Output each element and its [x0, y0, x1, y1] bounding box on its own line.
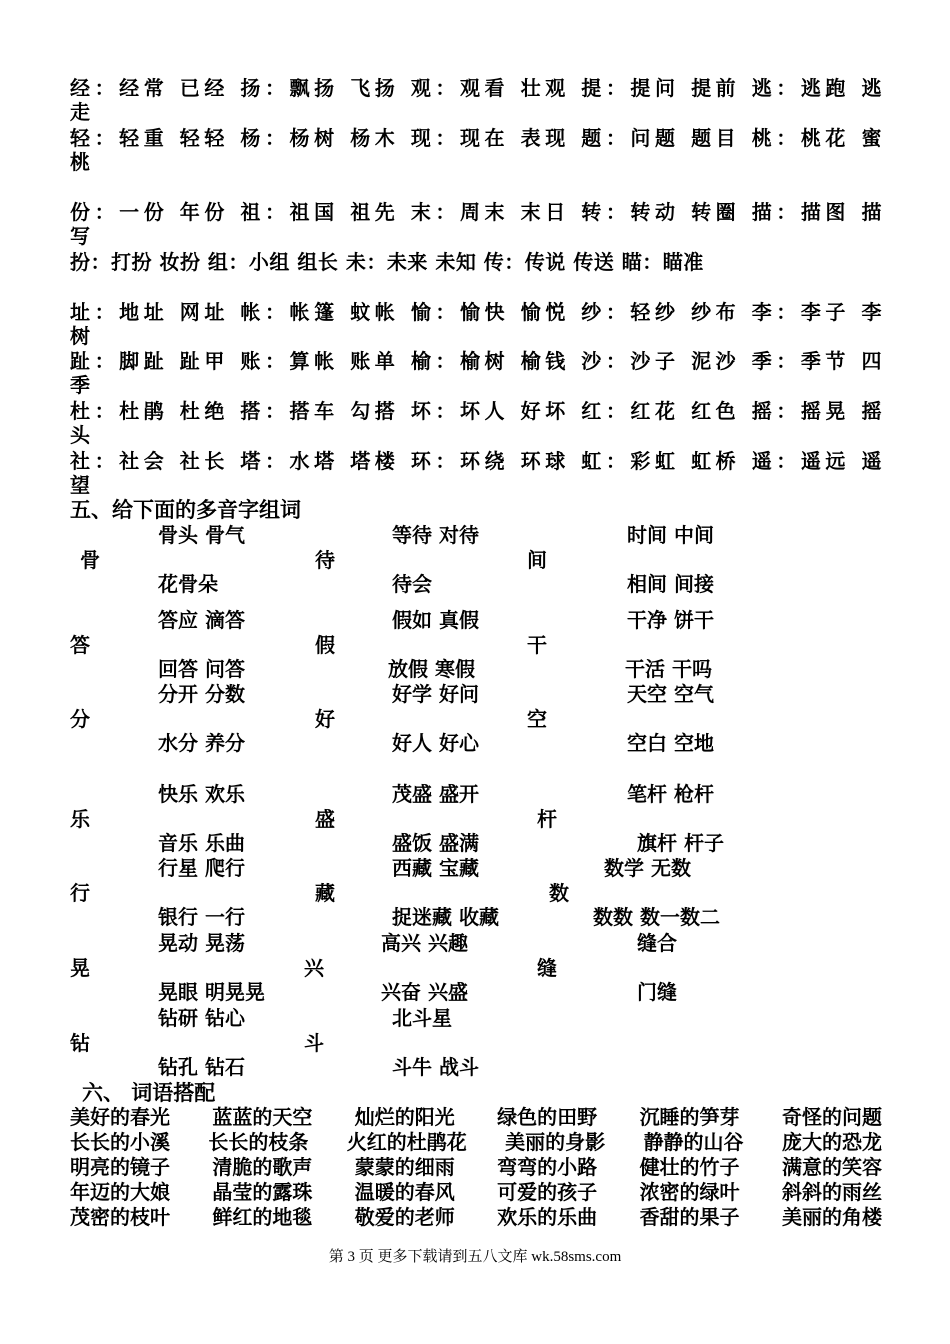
polyphone-char: 行 [70, 881, 90, 905]
collocation-item: 满意的笑容 [781, 1155, 882, 1179]
collocation-item: 庞大的恐龙 [781, 1130, 882, 1154]
polyphone-words-bottom: 空白 空地 [627, 731, 714, 755]
polyphone-words-top: 北斗星 [392, 1006, 452, 1030]
polyphone-words-top: 钻研 钻心 [158, 1006, 245, 1030]
polyphone-words-top: 西藏 宝藏 [392, 856, 479, 880]
collocation-item: 温暖的春风 [354, 1180, 455, 1204]
vocab-row: 杜：杜鹃 杜绝 搭：搭车 勾搭 坏：坏人 好坏 红：红花 红色 摇：摇晃 摇 [70, 399, 882, 423]
polyphone-words-top: 分开 分数 [158, 682, 245, 706]
polyphone-char: 晃 [70, 956, 90, 980]
collocation-row [70, 1205, 882, 1230]
collocation-item: 晶莹的露珠 [212, 1180, 313, 1204]
polyphone-words-top: 缝合 [637, 931, 677, 955]
polyphone-words-bottom: 钻孔 钻石 [158, 1055, 245, 1079]
polyphone-words-bottom: 回答 问答 [158, 657, 245, 681]
polyphone-words-top: 高兴 兴趣 [381, 931, 468, 955]
vocab-row-wrap: 写 [70, 224, 90, 248]
collocation-item: 茂密的枝叶 [70, 1205, 170, 1229]
vocab-row: 份：一份 年份 祖：祖国 祖先 末：周末 末日 转：转动 转圈 描：描图 描 [70, 200, 882, 224]
polyphone-char: 斗 [304, 1031, 324, 1055]
collocation-item: 奇怪的问题 [781, 1105, 882, 1129]
polyphone-words-top: 骨头 骨气 [158, 523, 245, 547]
vocab-row: 址：地址 网址 帐：帐篷 蚊帐 愉：愉快 愉悦 纱：轻纱 纱布 李：李子 李 [70, 300, 882, 324]
polyphone-char: 杆 [537, 807, 557, 831]
vocab-row-wrap: 走 [70, 100, 90, 124]
polyphone-words-top: 答应 滴答 [158, 608, 245, 632]
polyphone-words-bottom: 数数 数一数二 [593, 905, 720, 929]
polyphone-char: 分 [70, 707, 90, 731]
polyphone-char: 假 [315, 633, 335, 657]
section-5-title: 五、给下面的多音字组词 [70, 498, 301, 522]
polyphone-char: 待 [315, 548, 335, 572]
polyphone-words-top: 数学 无数 [604, 856, 691, 880]
polyphone-char: 数 [549, 881, 569, 905]
vocab-row-wrap: 季 [70, 373, 90, 397]
collocation-item: 香甜的果子 [639, 1205, 740, 1229]
polyphone-char: 兴 [304, 956, 324, 980]
polyphone-char: 干 [527, 633, 547, 657]
vocab-row: 趾：脚趾 趾甲 账：算帐 账单 榆：榆树 榆钱 沙：沙子 泥沙 季：季节 四 [70, 349, 882, 373]
polyphone-words-bottom: 水分 养分 [158, 731, 245, 755]
polyphone-words-bottom: 音乐 乐曲 [158, 831, 245, 855]
vocab-row: 轻：轻重 轻轻 杨：杨树 杨木 现：现在 表现 题：问题 题目 桃：桃花 蜜 [70, 126, 882, 150]
polyphone-words-bottom: 盛饭 盛满 [392, 831, 479, 855]
vocab-row-wrap: 望 [70, 473, 90, 497]
polyphone-words-bottom: 放假 寒假 [388, 657, 475, 681]
page-footer: 第 3 页 更多下载请到五八文库 wk.58sms.com [328, 1249, 622, 1265]
section-6-title: 六、 词语搭配 [82, 1081, 216, 1105]
polyphone-char: 盛 [315, 807, 335, 831]
collocation-item: 健壮的竹子 [639, 1155, 740, 1179]
polyphone-words-bottom: 干活 干吗 [625, 657, 712, 681]
collocation-item: 欢乐的乐曲 [497, 1205, 598, 1229]
polyphone-char: 缝 [537, 956, 557, 980]
polyphone-words-top: 等待 对待 [392, 523, 479, 547]
polyphone-char: 藏 [315, 881, 335, 905]
collocation-item: 火红的杜鹃花 [346, 1130, 467, 1154]
polyphone-char: 乐 [70, 807, 90, 831]
polyphone-words-bottom: 捉迷藏 收藏 [392, 905, 499, 929]
polyphone-words-top: 干净 饼干 [627, 608, 714, 632]
polyphone-char: 空 [527, 707, 547, 731]
polyphone-char: 骨 [80, 548, 100, 572]
collocation-row [70, 1105, 882, 1130]
collocation-row [70, 1155, 882, 1180]
collocation-item: 绿色的田野 [497, 1105, 598, 1129]
collocation-item: 敬爱的老师 [354, 1205, 455, 1229]
collocation-item: 美丽的角楼 [781, 1205, 882, 1229]
polyphone-words-top: 晃动 晃荡 [158, 931, 245, 955]
polyphone-words-bottom: 好人 好心 [392, 731, 479, 755]
vocab-row-wrap: 桃 [70, 150, 90, 174]
polyphone-words-top: 行星 爬行 [158, 856, 245, 880]
polyphone-words-bottom: 待会 [392, 572, 432, 596]
polyphone-char: 钻 [70, 1031, 90, 1055]
polyphone-words-top: 天空 空气 [627, 682, 714, 706]
vocab-row: 经：经常 已经 扬：飘扬 飞扬 观：观看 壮观 提：提问 提前 逃：逃跑 逃 [70, 76, 882, 100]
collocation-item: 可爱的孩子 [497, 1180, 598, 1204]
collocation-item: 灿烂的阳光 [354, 1105, 455, 1129]
vocab-row-wrap: 树 [70, 324, 90, 348]
polyphone-char: 好 [315, 707, 335, 731]
polyphone-words-bottom: 斗牛 战斗 [392, 1055, 479, 1079]
collocation-row [70, 1130, 882, 1155]
polyphone-words-bottom: 兴奋 兴盛 [381, 980, 468, 1004]
polyphone-words-bottom: 银行 一行 [158, 905, 245, 929]
collocation-item: 年迈的大娘 [70, 1180, 170, 1204]
polyphone-words-bottom: 旗杆 杆子 [637, 831, 724, 855]
collocation-item: 蓝蓝的天空 [212, 1105, 313, 1129]
collocation-item: 明亮的镜子 [70, 1155, 170, 1179]
polyphone-words-bottom: 相间 间接 [627, 572, 714, 596]
collocation-item: 蒙蒙的细雨 [354, 1155, 455, 1179]
polyphone-char: 间 [527, 548, 547, 572]
vocab-row-wrap: 头 [70, 423, 90, 447]
polyphone-words-top: 时间 中间 [627, 523, 714, 547]
collocation-item: 长长的枝条 [208, 1130, 309, 1154]
polyphone-char: 答 [70, 633, 90, 657]
polyphone-words-top: 假如 真假 [392, 608, 479, 632]
collocation-item: 斜斜的雨丝 [781, 1180, 882, 1204]
collocation-item: 清脆的歌声 [212, 1155, 313, 1179]
collocation-item: 沉睡的笋芽 [639, 1105, 740, 1129]
polyphone-words-top: 茂盛 盛开 [392, 782, 479, 806]
polyphone-words-bottom: 门缝 [637, 980, 677, 1004]
collocation-item: 静静的山谷 [643, 1130, 744, 1154]
polyphone-words-top: 好学 好问 [392, 682, 479, 706]
collocation-row [70, 1180, 882, 1205]
polyphone-words-bottom: 花骨朵 [158, 572, 218, 596]
vocab-row: 扮：打扮 妆扮 组：小组 组长 未：未来 未知 传：传说 传送 瞄：瞄准 [70, 250, 704, 274]
collocation-item: 弯弯的小路 [497, 1155, 598, 1179]
collocation-item: 美好的春光 [70, 1105, 170, 1129]
collocation-item: 美丽的身影 [505, 1130, 606, 1154]
polyphone-words-top: 快乐 欢乐 [158, 782, 245, 806]
collocation-item: 浓密的绿叶 [639, 1180, 740, 1204]
collocation-item: 鲜红的地毯 [212, 1205, 313, 1229]
vocab-row: 社：社会 社长 塔：水塔 塔楼 环：环绕 环球 虹：彩虹 虹桥 遥：遥远 遥 [70, 449, 882, 473]
collocation-item: 长长的小溪 [70, 1130, 170, 1154]
polyphone-words-bottom: 晃眼 明晃晃 [158, 980, 265, 1004]
polyphone-words-top: 笔杆 枪杆 [627, 782, 714, 806]
